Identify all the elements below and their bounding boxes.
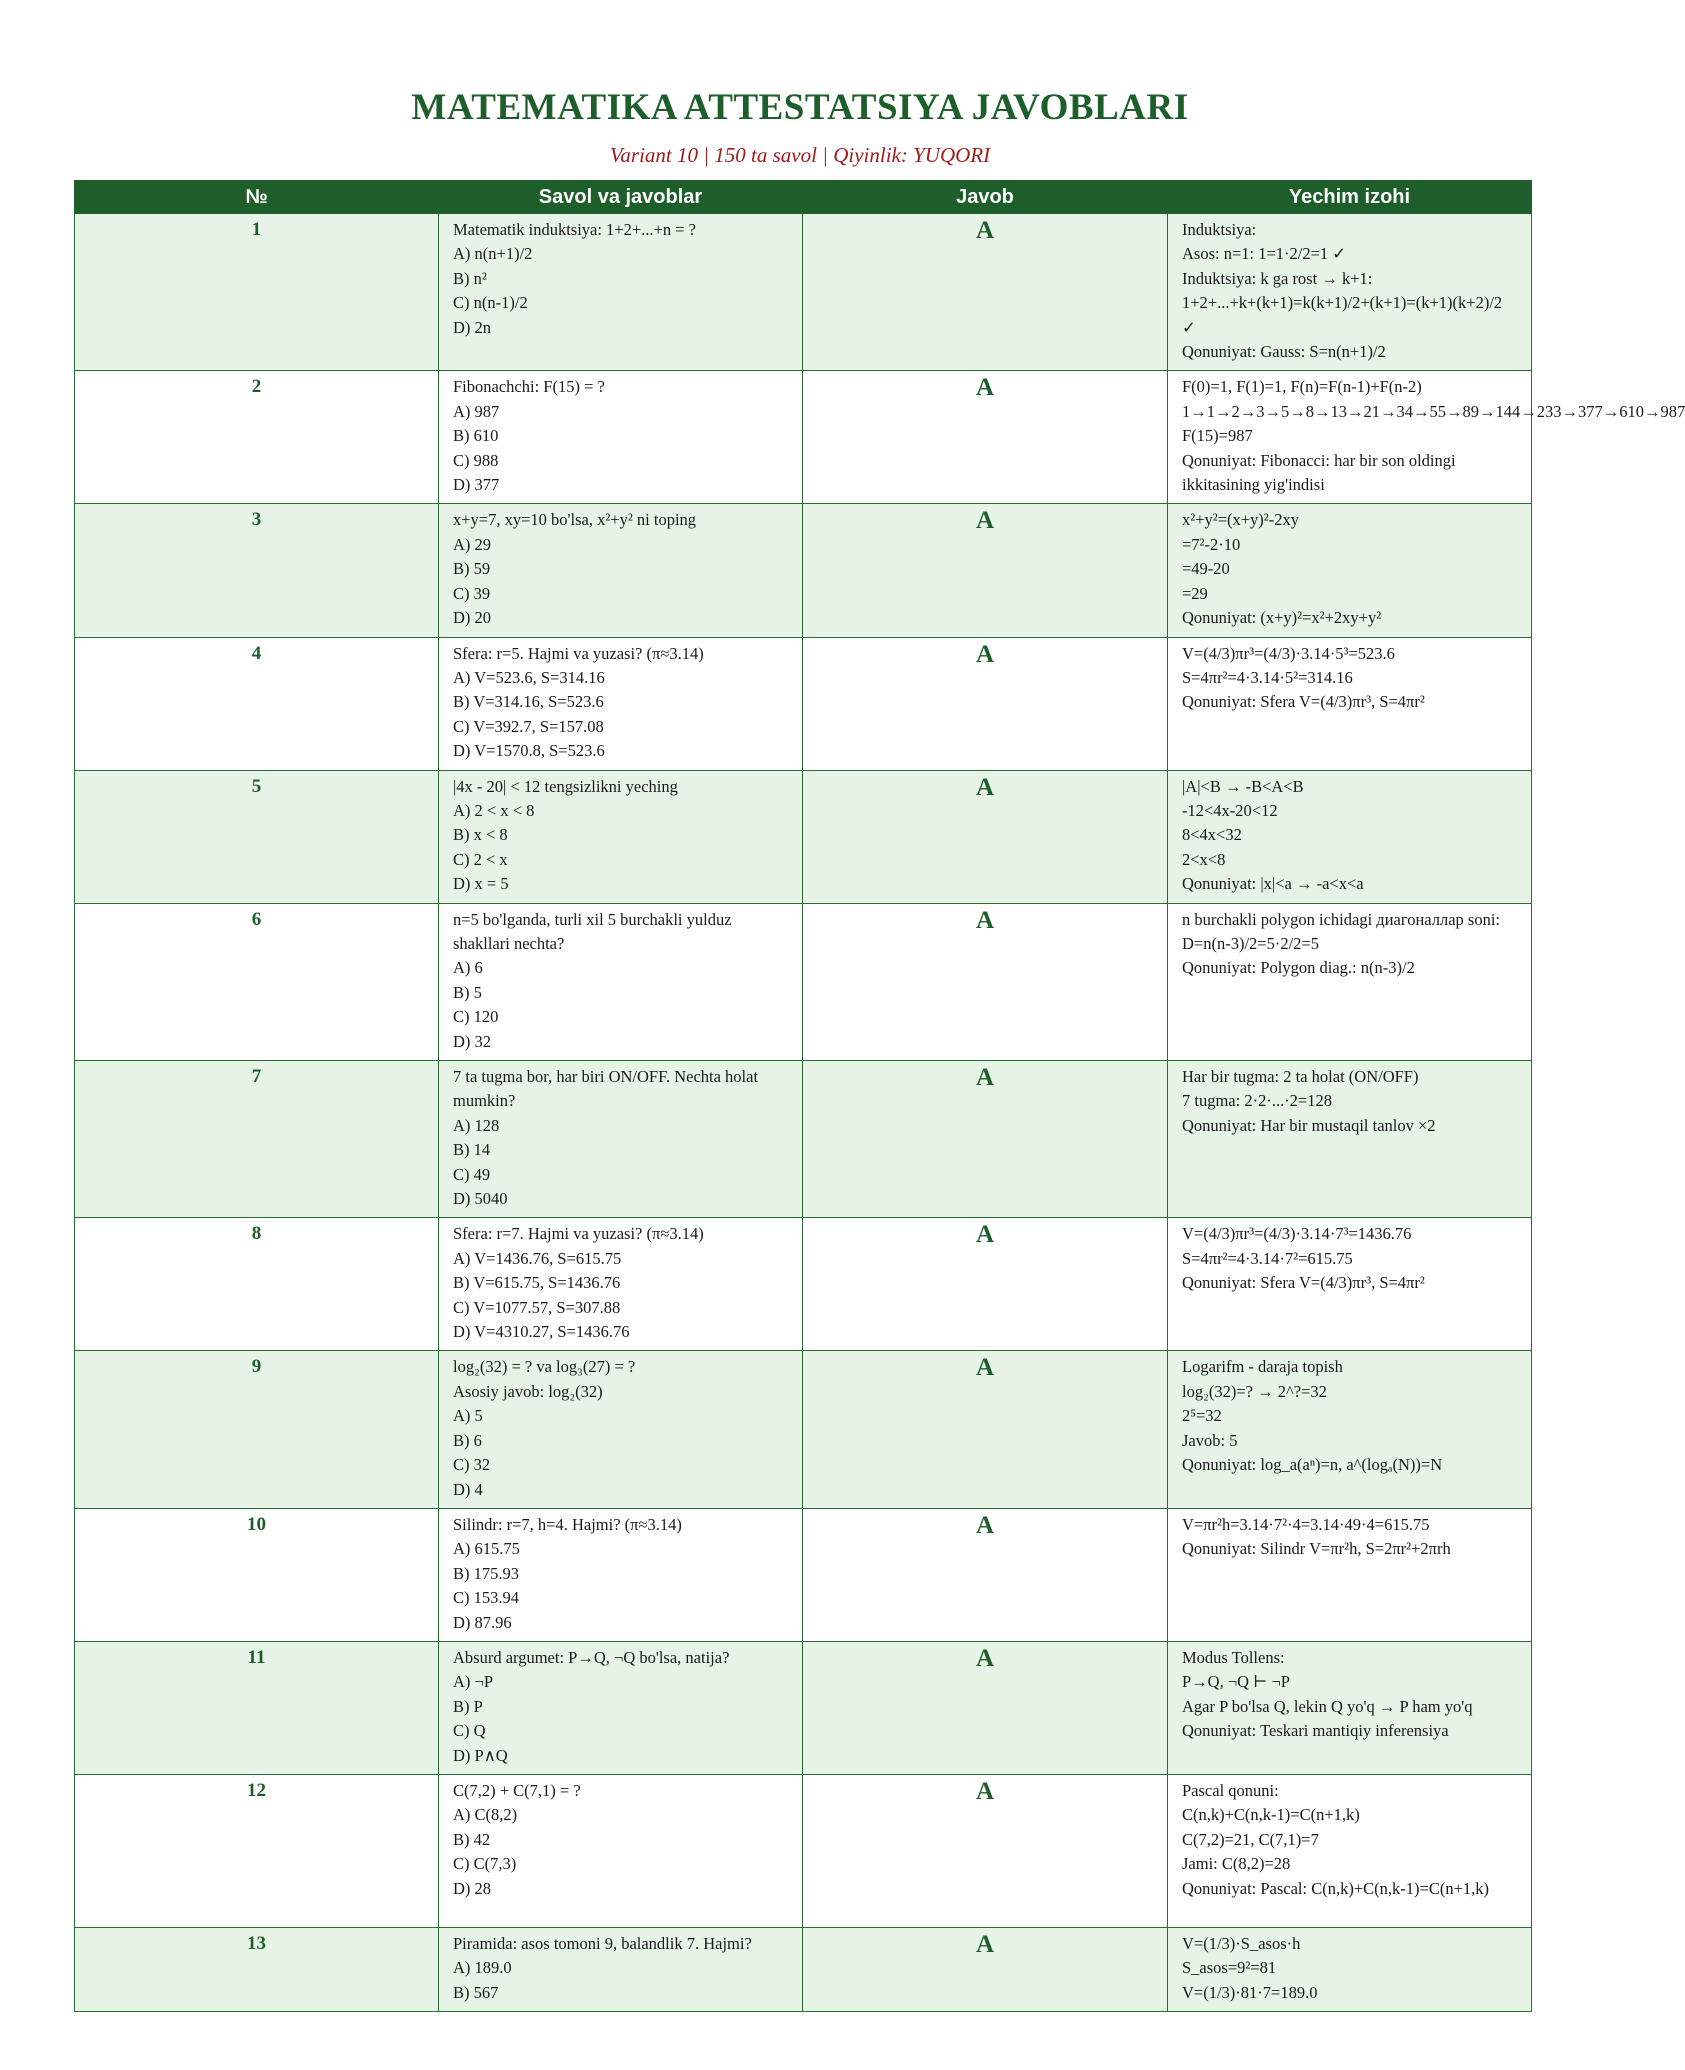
question-option: A) V=523.6, S=314.16: [453, 667, 605, 687]
table-row: [75, 1927, 1532, 2011]
question-option: B) 14: [453, 1140, 491, 1160]
question-number: 8: [75, 1218, 439, 1351]
explanation-line: S_asos=9²=81: [1182, 1958, 1277, 1978]
explanation-line: V=(1/3)·81·7=189.0: [1182, 1982, 1318, 2002]
explanation-line: Induktsiya: k ga rost → k+1:: [1182, 268, 1373, 288]
answer-letter: A: [803, 1351, 1168, 1508]
question-option: A) 615.75: [453, 1539, 520, 1559]
question-number: 5: [75, 770, 439, 903]
question-number: 6: [75, 903, 439, 1060]
explanation-line: V=(4/3)πr³=(4/3)·3.14·5³=523.6: [1182, 643, 1395, 663]
question-option: D) 32: [453, 1031, 492, 1051]
question-option: C) V=1077.57, S=307.88: [453, 1297, 621, 1317]
question-text: Silindr: r=7, h=4. Hajmi? (π≈3.14): [453, 1514, 682, 1534]
explanation-line: Modus Tollens:: [1182, 1647, 1285, 1667]
question-option: B) 610: [453, 426, 499, 446]
question-number: 9: [75, 1351, 439, 1508]
question-option: B) 175.93: [453, 1563, 519, 1583]
table-row: [75, 1351, 1532, 1508]
question-cell: [439, 637, 803, 770]
question-number: 10: [75, 1508, 439, 1641]
question-option: D) 28: [453, 1878, 492, 1898]
answer-letter: A: [803, 214, 1168, 371]
question-option: C) 2 < x: [453, 849, 508, 869]
explanation-line: Qonuniyat: (x+y)²=x²+2xy+y²: [1182, 608, 1382, 628]
explanation-line: Javob: 5: [1182, 1430, 1238, 1450]
explanation-line: Har bir tugma: 2 ta holat (ON/OFF): [1182, 1067, 1419, 1086]
question-option: C) n(n-1)/2: [453, 293, 528, 313]
table-row: [75, 214, 1532, 371]
question-cell: [439, 504, 803, 637]
question-cell: [439, 371, 803, 504]
answer-letter: A: [803, 770, 1168, 903]
question-option: D) 4: [453, 1479, 483, 1499]
explanation-line: Qonuniyat: Teskari mantiqiy inferensiya: [1182, 1721, 1449, 1741]
explanation-line: V=πr²h=3.14·7²·4=3.14·49·4=615.75: [1182, 1514, 1430, 1534]
explanation-line: |A|<B → -B<A<B: [1182, 776, 1304, 796]
explanation-line: log₂(32)=? → 2^?=32: [1182, 1381, 1327, 1401]
question-text: n=5 bo'lganda, turli xil 5 burchakli yulduz shakllari nechta?: [453, 909, 732, 953]
table-row: [75, 770, 1532, 903]
question-option: B) 5: [453, 982, 482, 1002]
explanation-line: =29: [1182, 583, 1208, 603]
question-option: B) 567: [453, 1982, 499, 2002]
question-option: D) 2n: [453, 317, 492, 337]
explanation-line: Asos: n=1: 1=1·2/2=1 ✓: [1182, 244, 1347, 264]
question-text: |4x - 20| < 12 tengsizlikni yeching: [453, 776, 678, 796]
explanation-cell: [1168, 214, 1532, 371]
answer-letter: A: [803, 1218, 1168, 1351]
question-cell: [439, 770, 803, 903]
answer-letter: A: [803, 903, 1168, 1060]
explanation-line: x²+y²=(x+y)²-2xy: [1182, 510, 1299, 530]
question-cell: [439, 1061, 803, 1218]
question-option: C) 49: [453, 1164, 491, 1184]
explanation-line: Qonuniyat: log_a(aⁿ)=n, a^(logₐ(N))=N: [1182, 1455, 1443, 1475]
page-title: MATEMATIKA ATTESTATSIYA JAVOBLARI: [411, 87, 1189, 128]
question-option: B) 6: [453, 1430, 482, 1450]
explanation-line: Qonuniyat: Sfera V=(4/3)πr³, S=4πr²: [1182, 692, 1425, 712]
answers-table: [74, 180, 1685, 2012]
explanation-line: Qonuniyat: |x|<a → -a<x<a: [1182, 874, 1364, 894]
explanation-line: Jami: C(8,2)=28: [1182, 1854, 1291, 1874]
question-option: B) n²: [453, 268, 487, 288]
table-row: [75, 1218, 1532, 1351]
question-option: A) V=1436.76, S=615.75: [453, 1248, 622, 1268]
explanation-line: 1→1→2→3→5→8→13→21→34→55→89→144→233→377→610→987: [1182, 401, 1685, 421]
question-option: A) ¬P: [453, 1672, 494, 1692]
table-row: [75, 1061, 1532, 1218]
explanation-line: S=4πr²=4·3.14·7²=615.75: [1182, 1248, 1353, 1268]
question-number: 11: [75, 1641, 439, 1774]
question-cell: [439, 1508, 803, 1641]
explanation-line: -12<4x-20<12: [1182, 800, 1278, 820]
explanation-line: 1+2+...+k+(k+1)=k(k+1)/2+(k+1)=(k+1)(k+2)/2 ✓: [1182, 293, 1503, 337]
question-number: 13: [75, 1927, 439, 2011]
explanation-line: Qonuniyat: Pascal: C(n,k)+C(n,k-1)=C(n+1,k): [1182, 1878, 1489, 1898]
explanation-cell: [1168, 1927, 1532, 2011]
header-num: №: [75, 181, 439, 214]
question-cell: [439, 214, 803, 371]
explanation-line: P→Q, ¬Q ⊢ ¬P: [1182, 1672, 1290, 1692]
question-option: B) V=314.16, S=523.6: [453, 692, 604, 712]
question-option: D) P∧Q: [453, 1745, 508, 1765]
explanation-line: 2<x<8: [1182, 849, 1226, 869]
question-option: B) 59: [453, 559, 491, 579]
explanation-line: 7 tugma: 2·2·...·2=128: [1182, 1091, 1332, 1111]
question-text: Absurd argumet: P→Q, ¬Q bo'lsa, natija?: [453, 1647, 730, 1667]
explanation-cell: [1168, 903, 1532, 1060]
table-body: [75, 214, 1685, 2012]
explanation-line: Logarifm - daraja topish: [1182, 1357, 1343, 1377]
explanation-line: V=(1/3)·S_asos·h: [1182, 1933, 1301, 1953]
explanation-line: Qonuniyat: Silindr V=πr²h, S=2πr²+2πrh: [1182, 1539, 1451, 1559]
answer-letter: A: [803, 1774, 1168, 1927]
table-row: [75, 371, 1532, 504]
question-option: A) 987: [453, 401, 500, 421]
explanation-cell: [1168, 637, 1532, 770]
explanation-line: S=4πr²=4·3.14·5²=314.16: [1182, 667, 1353, 687]
question-option: B) x < 8: [453, 825, 508, 845]
question-number: 2: [75, 371, 439, 504]
table-row: [75, 1641, 1532, 1774]
question-option: A) 128: [453, 1115, 500, 1135]
explanation-line: C(7,2)=21, C(7,1)=7: [1182, 1829, 1319, 1849]
answer-letter: A: [803, 1641, 1168, 1774]
explanation-line: F(0)=1, F(1)=1, F(n)=F(n-1)+F(n-2): [1182, 377, 1422, 397]
question-option: C) 988: [453, 450, 499, 470]
question-option: A) 2 < x < 8: [453, 800, 535, 820]
question-option: D) 20: [453, 608, 492, 628]
explanation-cell: [1168, 770, 1532, 903]
table-row: [75, 637, 1532, 770]
question-option: Asosiy javob: log₂(32): [453, 1381, 603, 1401]
question-text: log₂(32) = ? va log₃(27) = ?: [453, 1357, 636, 1377]
question-text: Piramida: asos tomoni 9, balandlik 7. Hajmi?: [453, 1933, 752, 1953]
question-text: Sfera: r=5. Hajmi va yuzasi? (π≈3.14): [453, 643, 704, 663]
explanation-line: F(15)=987: [1182, 426, 1253, 446]
question-option: C) 120: [453, 1007, 499, 1027]
question-option: C) 39: [453, 583, 491, 603]
question-cell: [439, 1351, 803, 1508]
question-option: C) C(7,3): [453, 1854, 517, 1874]
question-option: A) n(n+1)/2: [453, 244, 533, 264]
question-option: B) V=615.75, S=1436.76: [453, 1273, 621, 1293]
question-option: A) 189.0: [453, 1958, 512, 1978]
question-text: C(7,2) + C(7,1) = ?: [453, 1780, 581, 1800]
explanation-line: V=(4/3)πr³=(4/3)·3.14·7³=1436.76: [1182, 1224, 1412, 1244]
question-option: C) 153.94: [453, 1588, 519, 1608]
table-row: [75, 1508, 1532, 1641]
question-number: 3: [75, 504, 439, 637]
explanation-cell: [1168, 1351, 1532, 1508]
question-option: A) C(8,2): [453, 1805, 518, 1825]
header-explanation: Yechim izohi: [1168, 181, 1532, 214]
question-option: D) 5040: [453, 1189, 508, 1209]
question-option: D) 377: [453, 475, 500, 495]
question-cell: [439, 1927, 803, 2011]
explanation-line: C(n,k)+C(n,k-1)=C(n+1,k): [1182, 1805, 1360, 1825]
question-text: Sfera: r=7. Hajmi va yuzasi? (π≈3.14): [453, 1224, 704, 1244]
explanation-line: 2⁵=32: [1182, 1406, 1222, 1426]
question-option: C) Q: [453, 1721, 486, 1741]
question-number: 12: [75, 1774, 439, 1927]
question-option: D) V=1570.8, S=523.6: [453, 741, 605, 761]
explanation-line: Qonuniyat: Har bir mustaqil tanlov ×2: [1182, 1115, 1436, 1135]
answer-letter: A: [803, 371, 1168, 504]
explanation-line: Pascal qonuni:: [1182, 1780, 1279, 1800]
explanation-cell: [1168, 1774, 1532, 1927]
answer-letter: A: [803, 637, 1168, 770]
answer-letter: A: [803, 504, 1168, 637]
table-row: [75, 1774, 1532, 1927]
answer-letter: A: [803, 1927, 1168, 2011]
explanation-cell: [1168, 504, 1532, 637]
question-cell: [439, 1774, 803, 1927]
explanation-line: Qonuniyat: Gauss: S=n(n+1)/2: [1182, 342, 1386, 362]
explanation-cell: [1168, 371, 1685, 504]
question-option: C) V=392.7, S=157.08: [453, 716, 604, 736]
question-option: A) 6: [453, 958, 483, 978]
question-number: 7: [75, 1061, 439, 1218]
question-option: A) 29: [453, 534, 492, 554]
question-option: C) 32: [453, 1455, 491, 1475]
question-option: B) 42: [453, 1829, 491, 1849]
explanation-cell: [1168, 1061, 1532, 1218]
explanation-line: Agar P bo'lsa Q, lekin Q yo'q → P ham yo'q: [1182, 1696, 1473, 1716]
table-row: [75, 903, 1532, 1060]
question-option: B) P: [453, 1696, 483, 1716]
explanation-line: Qonuniyat: Fibonacci: har bir son oldingi ikkitasining yig'indisi: [1182, 450, 1456, 495]
header-answer: Javob: [803, 181, 1168, 214]
explanation-line: n burchakli polygon ichidagi диагоналлар soni:: [1182, 909, 1501, 929]
question-option: A) 5: [453, 1406, 483, 1426]
question-option: D) x = 5: [453, 874, 509, 894]
explanation-cell: [1168, 1218, 1532, 1351]
explanation-line: Qonuniyat: Sfera V=(4/3)πr³, S=4πr²: [1182, 1273, 1425, 1293]
explanation-line: Qonuniyat: Polygon diag.: n(n-3)/2: [1182, 958, 1415, 978]
question-number: 4: [75, 637, 439, 770]
explanation-line: =49-20: [1182, 559, 1230, 579]
question-cell: [439, 903, 803, 1060]
question-option: D) V=4310.27, S=1436.76: [453, 1322, 630, 1342]
table-header-row: [75, 181, 1532, 214]
table-row: [75, 504, 1532, 637]
question-text: Fibonachchi: F(15) = ?: [453, 377, 605, 397]
question-text: 7 ta tugma bor, har biri ON/OFF. Nechta holat mumkin?: [453, 1067, 759, 1111]
explanation-cell: [1168, 1508, 1532, 1641]
question-cell: [439, 1218, 803, 1351]
explanation-line: 8<4x<32: [1182, 825, 1242, 845]
explanation-line: =7²-2·10: [1182, 534, 1241, 554]
header-question: Savol va javoblar: [439, 181, 803, 214]
question-text: Matematik induktsiya: 1+2+...+n = ?: [453, 220, 696, 239]
explanation-line: D=n(n-3)/2=5·2/2=5: [1182, 933, 1319, 953]
question-cell: [439, 1641, 803, 1774]
question-option: D) 87.96: [453, 1612, 512, 1632]
explanation-line: Induktsiya:: [1182, 220, 1257, 239]
answer-letter: A: [803, 1508, 1168, 1641]
answer-letter: A: [803, 1061, 1168, 1218]
question-text: x+y=7, xy=10 bo'lsa, x²+y² ni toping: [453, 510, 697, 530]
explanation-cell: [1168, 1641, 1532, 1774]
page-subtitle: Variant 10 | 150 ta savol | Qiyinlik: YUQORI: [609, 143, 991, 167]
question-number: 1: [75, 214, 439, 371]
